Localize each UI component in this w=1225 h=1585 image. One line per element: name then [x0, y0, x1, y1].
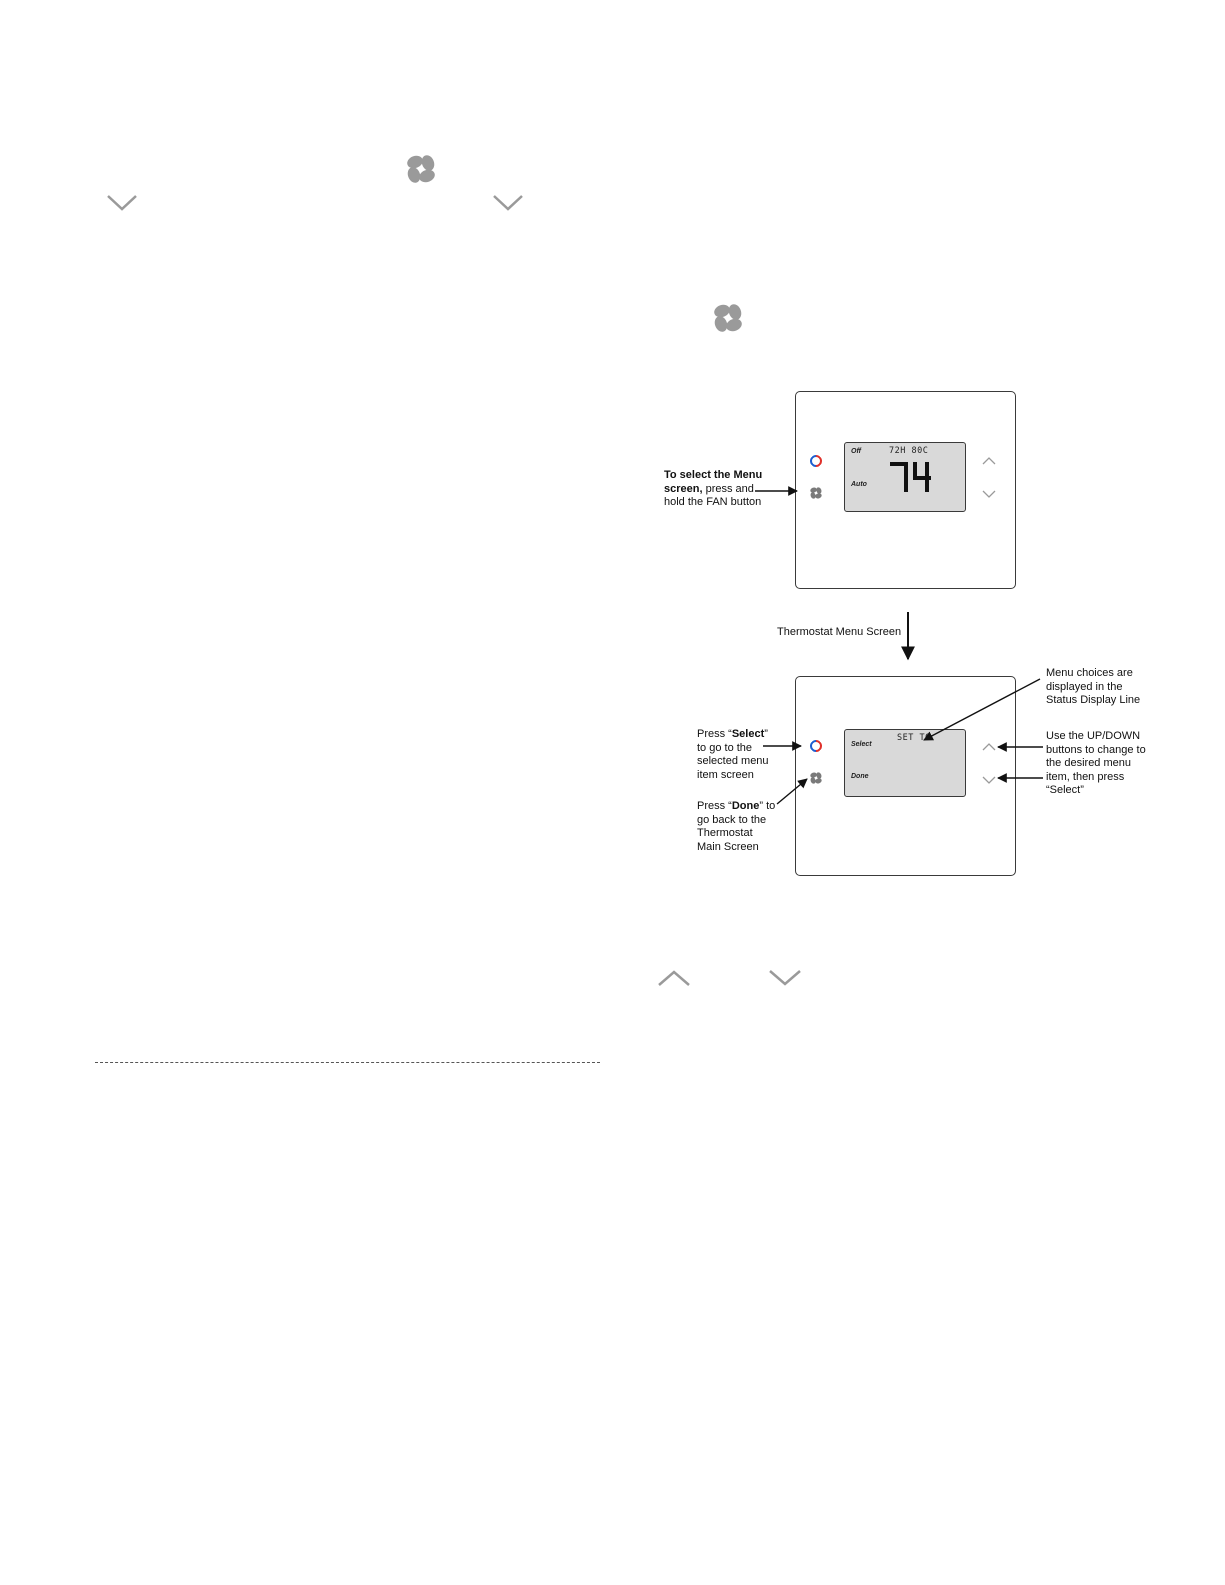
- section-divider: [95, 1062, 600, 1063]
- callout-menu-choices: Menu choices are displayed in the Status Display Line: [1046, 667, 1141, 706]
- lcd-status-line: 72H 80C: [889, 446, 929, 456]
- arrow-to-fan-done: [777, 779, 807, 804]
- lcd-done-label: Done: [851, 773, 869, 780]
- lcd-status-line: SET TO: [897, 733, 931, 743]
- callout-done-post: ” to go back to the Thermostat Main Screen: [697, 800, 776, 853]
- transition-caption: Thermostat Menu Screen: [777, 626, 902, 638]
- callout-done-bold: Done: [731, 800, 760, 812]
- lcd-fan-label: Auto: [851, 481, 867, 488]
- chevron-up-icon: [657, 969, 691, 987]
- lcd-select-label: Select: [851, 741, 872, 748]
- callout-updown: Use the UP/DOWN buttons to change to the desired menu item, then press “Select”: [1046, 730, 1146, 796]
- callout-select-post: ” to go to the selected menu item screen: [697, 728, 769, 781]
- lcd-mode-label: Off: [851, 448, 861, 455]
- callout-select-bold: Select: [731, 728, 765, 740]
- arrow-to-status-line: [924, 679, 1040, 740]
- callout-done-pre: Press “: [697, 800, 732, 812]
- callout-select-pre: Press “: [697, 728, 732, 740]
- chevron-down-icon: [768, 969, 802, 987]
- callout-menu-select-bold: To select the Menu screen,: [664, 469, 763, 495]
- callout-menu-select-text: press and hold the FAN button: [664, 482, 762, 508]
